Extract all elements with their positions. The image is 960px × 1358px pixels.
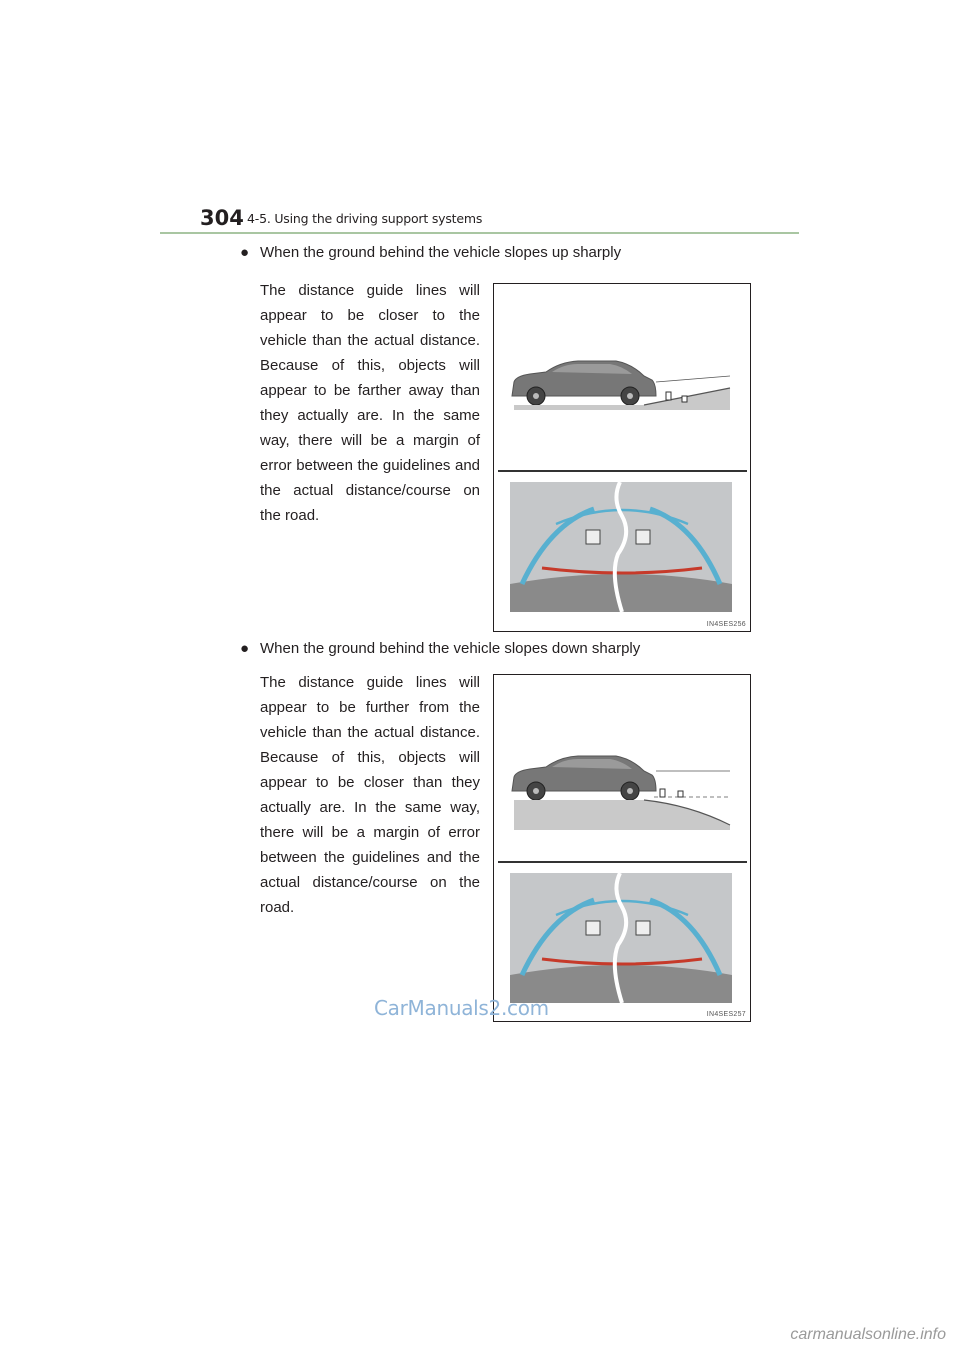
figure-slope-down <box>493 674 751 1022</box>
bullet-heading-slope-down: ● When the ground behind the vehicle slopes down sharply <box>240 640 641 657</box>
bullet-icon: ● <box>240 244 250 261</box>
camera-view <box>510 873 732 1003</box>
section-title: 4-5. Using the driving support systems <box>247 211 483 226</box>
ground-slope-down <box>514 800 730 830</box>
bullet-heading-slope-up: ● When the ground behind the vehicle slopes up sharply <box>240 244 622 261</box>
side-view-car <box>512 361 656 405</box>
figure-slope-up <box>493 283 751 632</box>
figure-code: IN4SES256 <box>706 621 746 628</box>
slope-down-illustration <box>494 675 750 1021</box>
paragraph-slope-up: The distance guide lines will appear to be closer to the vehicle than the actual distance. Because of this, objects will appear to be farther away than they actually are. In the same way, there will be a margin of error between the guidelines and the actual distance/course on the road. <box>260 282 480 524</box>
header-rule <box>160 232 799 234</box>
slope-up-illustration <box>494 284 750 631</box>
camera-view <box>510 482 732 612</box>
figure-code: IN4SES257 <box>706 1011 746 1018</box>
watermark-link[interactable]: CarManuals2.com <box>374 996 549 1020</box>
footer-watermark: carmanualsonline.info <box>790 1326 946 1343</box>
bullet-icon: ● <box>240 640 250 657</box>
side-view-car <box>512 756 656 800</box>
page-number: 304 <box>200 206 244 230</box>
paragraph-slope-down: The distance guide lines will appear to be further from the vehicle than the actual distance. Because of this, objects will appear to be closer than they actually are. In the same way, there will be a margin of error between the guidelines and the actual distance/course on the road. <box>260 674 480 916</box>
